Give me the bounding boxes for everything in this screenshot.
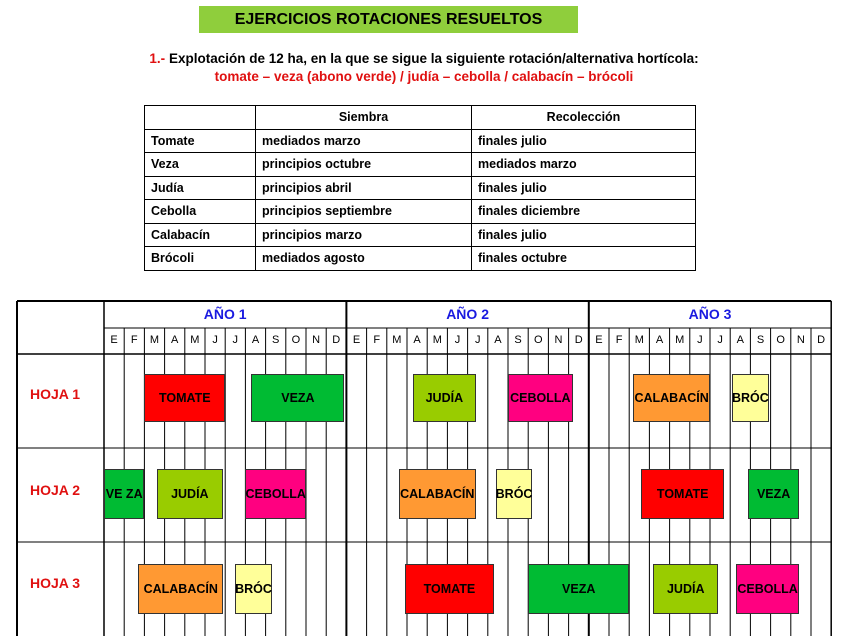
month-label: A <box>171 334 179 346</box>
year-label: AÑO 2 <box>446 306 489 322</box>
table-cell-siembra: principios marzo <box>256 223 472 247</box>
table-cell-crop: Brócoli <box>145 247 256 271</box>
month-label: A <box>413 334 421 346</box>
table-cell-recoleccion: finales julio <box>472 223 696 247</box>
exercise-number: 1.- <box>149 51 166 66</box>
table-cell-crop: Tomate <box>145 129 256 153</box>
month-label: E <box>352 334 361 346</box>
table-cell-siembra: principios octubre <box>256 153 472 177</box>
crop-block: BRÓC <box>732 374 768 422</box>
table-cell-crop: Cebolla <box>145 200 256 224</box>
crop-block: TOMATE <box>641 469 724 519</box>
table-cell-siembra: mediados agosto <box>256 247 472 271</box>
month-label: D <box>574 334 583 346</box>
table-cell-recoleccion: mediados marzo <box>472 153 696 177</box>
table-cell-recoleccion: finales julio <box>472 176 696 200</box>
crop-block: BRÓC <box>496 469 532 519</box>
hoja-label: HOJA 3 <box>30 575 81 591</box>
crop-block: CALABACÍN <box>633 374 710 422</box>
table-cell-crop: Calabacín <box>145 223 256 247</box>
month-label: F <box>130 334 138 346</box>
table-cell-crop: Veza <box>145 153 256 177</box>
month-label: J <box>717 334 723 346</box>
crop-block: CEBOLLA <box>245 469 306 519</box>
crop-block: JUDÍA <box>157 469 224 519</box>
month-label: F <box>615 334 623 346</box>
crop-block: JUDÍA <box>653 564 718 614</box>
crop-block: TOMATE <box>144 374 225 422</box>
month-label: O <box>776 334 785 346</box>
month-label: D <box>332 334 341 346</box>
table-header-recoleccion: Recolección <box>472 106 696 130</box>
month-label: N <box>312 334 321 346</box>
table-cell-crop: Judía <box>145 176 256 200</box>
month-label: J <box>697 334 703 346</box>
table-cell-siembra: principios septiembre <box>256 200 472 224</box>
month-label: M <box>392 334 402 346</box>
hoja-label: HOJA 1 <box>30 386 81 402</box>
month-label: F <box>373 334 381 346</box>
rotation-sequence: tomate – veza (abono verde) / judía – cebolla / calabacín – brócoli <box>214 69 634 84</box>
crop-block: CALABACÍN <box>138 564 223 614</box>
crop-block: VE ZA <box>104 469 144 519</box>
crop-block: VEZA <box>251 374 344 422</box>
month-label: M <box>149 334 160 346</box>
page-title: EJERCICIOS ROTACIONES RESUELTOS <box>199 6 578 33</box>
table-cell-recoleccion: finales diciembre <box>472 200 696 224</box>
month-label: O <box>534 334 543 346</box>
crop-block: VEZA <box>748 469 799 519</box>
month-label: E <box>595 334 603 346</box>
year-label: AÑO 3 <box>688 306 732 322</box>
crop-block: TOMATE <box>405 564 494 614</box>
table-cell-recoleccion: finales octubre <box>472 247 696 271</box>
month-label: S <box>756 334 765 346</box>
month-label: S <box>272 334 280 346</box>
month-label: A <box>251 334 260 346</box>
crop-block: VEZA <box>528 564 629 614</box>
month-label: N <box>796 334 805 346</box>
crop-block: CEBOLLA <box>508 374 573 422</box>
crop-block: JUDÍA <box>413 374 476 422</box>
month-label: D <box>817 334 826 346</box>
table-cell-recoleccion: finales julio <box>472 129 696 153</box>
month-label: M <box>634 334 644 346</box>
exercise-text: Explotación de 12 ha, en la que se sigue la siguiente rotación/alternativa hortícola: <box>168 51 699 66</box>
year-label: AÑO 1 <box>203 306 247 322</box>
month-label: J <box>232 334 239 346</box>
hoja-label: HOJA 2 <box>30 482 81 498</box>
month-label: E <box>110 334 118 346</box>
month-label: S <box>514 334 522 346</box>
month-label: M <box>432 334 442 346</box>
month-label: J <box>454 334 461 346</box>
crop-block: BRÓC <box>235 564 271 614</box>
month-label: A <box>655 334 664 346</box>
crop-block: CEBOLLA <box>736 564 799 614</box>
crop-block: CALABACÍN <box>399 469 476 519</box>
month-label: O <box>291 334 301 346</box>
month-label: J <box>212 334 218 346</box>
month-label: A <box>736 334 744 346</box>
table-cell-siembra: mediados marzo <box>256 129 472 153</box>
month-label: A <box>494 334 502 346</box>
table-cell-siembra: principios abril <box>256 176 472 200</box>
month-label: N <box>554 334 563 346</box>
month-label: M <box>190 334 200 346</box>
month-label: M <box>675 334 685 346</box>
month-label: J <box>474 334 481 346</box>
table-header-siembra: Siembra <box>256 106 472 130</box>
